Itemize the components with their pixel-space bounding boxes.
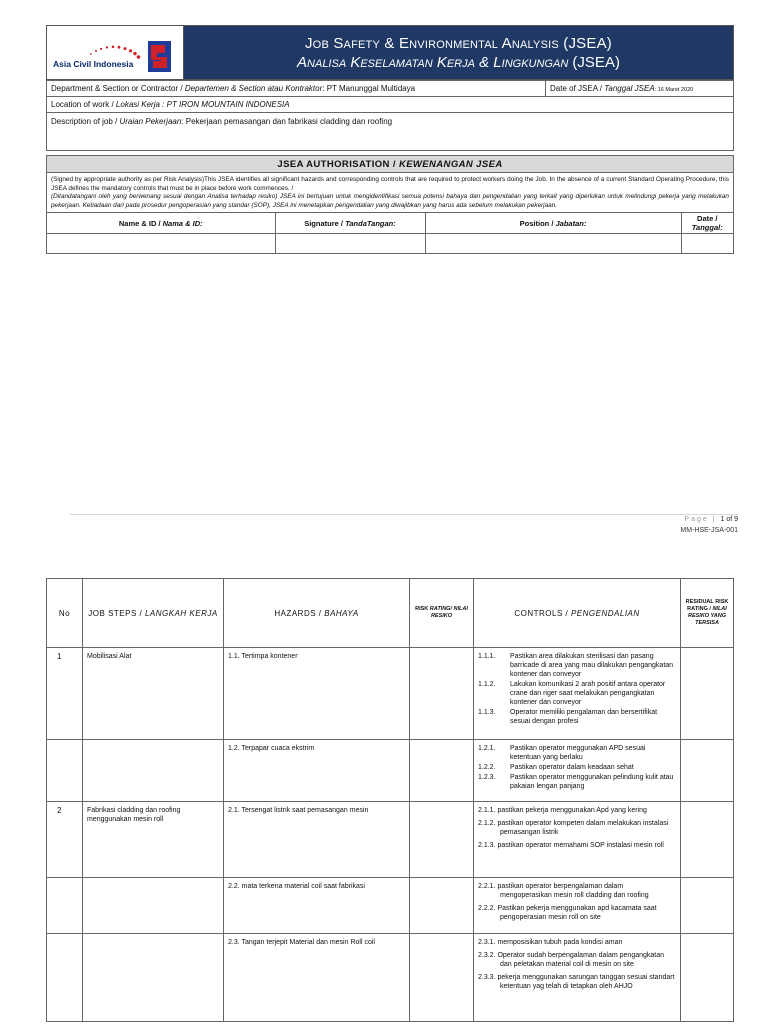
row-hazard: 2.2. mata terkena material coil saat fabrikasi <box>224 878 410 934</box>
row-risk <box>410 740 474 802</box>
col-position: Position / Jabatan: <box>425 213 681 234</box>
row-hazard: 2.1. Tersengat listrik saat pemasangan mesin <box>224 802 410 878</box>
row-controls <box>474 740 681 802</box>
logo-dots-icon <box>77 40 147 60</box>
date-cell: Date of JSEA / Tanggal JSEA: 16 Maret 2020 <box>546 81 734 97</box>
date-input-cell[interactable] <box>681 234 733 253</box>
header-no: No <box>47 579 83 648</box>
control-item: 1.1.2. Lakukan komunikasi 2 arah positif antara operator crane dan riger saat melakukan pengangkatan kontener dan conveyor <box>478 681 666 706</box>
row-residual <box>681 934 734 1022</box>
control-item: 2.2.2. Pastikan pekerja menggunakan apd kacamata saat pengoperasian mesin roll on site <box>478 905 657 921</box>
company-logo <box>47 26 184 79</box>
row-step: Fabrikasi cladding dan roofing menggunakan mesin roll <box>83 802 224 878</box>
control-item: 2.1.3. pastikan operator memahami SOP instalasi mesin roll <box>478 842 664 849</box>
row-risk <box>410 878 474 934</box>
control-item: 1.2.3. Pastikan operator menggunakan pelindung kulit atau pakaian lengan panjang <box>478 774 674 790</box>
col-signature: Signature / TandaTangan: <box>275 213 425 234</box>
row-no: 2 <box>47 802 83 878</box>
row-step <box>83 740 224 802</box>
row-risk <box>410 934 474 1022</box>
authorisation-section <box>46 155 734 254</box>
col-date: Date / Tanggal: <box>681 213 733 234</box>
jsea-page-2 <box>46 578 734 1022</box>
row-no <box>47 740 83 802</box>
logo-mark-icon <box>148 41 171 72</box>
company-name: Asia Civil Indonesia <box>53 59 134 69</box>
table-row <box>47 802 734 878</box>
row-hazard: 2.3. Tangan terjepit Material dan mesin Roll coil <box>224 934 410 1022</box>
document-number: MM-HSE-JSA-001 <box>680 527 738 534</box>
department-cell: Department & Section or Contractor / Departemen & Section atau Kontraktor: PT Manunggal Multidaya <box>47 81 546 97</box>
control-item: 2.3.3. pekerja menggunakan sarungan tanggan sesuai standart ketentuan yag telah di tetapkan oleh AHJO <box>478 974 675 990</box>
title-indonesian: Analisa Keselamatan Kerja & Lingkungan (JSEA) <box>297 53 620 71</box>
row-controls <box>474 802 681 878</box>
job-info-table <box>46 80 734 151</box>
jsea-page-1 <box>46 25 734 254</box>
footer-divider <box>70 514 738 515</box>
title-english: Job Safety & Environmental Analysis (JSEA) <box>304 34 612 52</box>
header-residual-risk: RESIDUAL RISK RATING / NILAI RESIKO YANG TERSISA <box>681 579 734 648</box>
signature-input-cell[interactable] <box>275 234 425 253</box>
row-residual <box>681 878 734 934</box>
control-item: 1.2.2. Pastikan operator dalam keadaan sehat <box>478 764 634 771</box>
name-id-input-cell[interactable] <box>47 234 275 253</box>
table-row <box>47 740 734 802</box>
position-input-cell[interactable] <box>425 234 681 253</box>
row-risk <box>410 802 474 878</box>
row-controls <box>474 648 681 740</box>
row-controls <box>474 934 681 1022</box>
row-residual <box>681 648 734 740</box>
row-residual <box>681 802 734 878</box>
header-hazards: HAZARDS / BAHAYA <box>224 579 410 648</box>
control-item: 2.3.2. Operator sudah berpengalaman dalam pengangkatan dan peletakan material coil di mesin on site <box>478 952 665 968</box>
row-hazard: 1.1. Tertimpa kontener <box>224 648 410 740</box>
location-cell: Location of work / Lokasi Kerja : PT IRON MOUNTAIN INDONESIA <box>47 97 734 113</box>
row-residual <box>681 740 734 802</box>
control-item: 1.1.1. Pastikan area dilakukan sterilisasi dan pasang barricade di area yang mau dilakukan pengangkatan kontener dan conveyor <box>478 653 674 678</box>
table-row <box>47 934 734 1022</box>
row-risk <box>410 648 474 740</box>
job-steps-table <box>46 578 734 1022</box>
table-row <box>47 878 734 934</box>
row-no: 1 <box>47 648 83 740</box>
row-no <box>47 934 83 1022</box>
signature-table <box>47 212 733 253</box>
row-controls <box>474 878 681 934</box>
row-step <box>83 934 224 1022</box>
control-item: 2.3.1. memposisikan tubuh pada kondisi aman <box>478 939 623 946</box>
col-name-id: Name & ID / Nama & ID: <box>47 213 275 234</box>
document-header <box>46 25 734 80</box>
description-cell: Description of job / Uraian Pekerjaan: Pekerjaan pemasangan dan fabrikasi cladding dan roofing <box>47 113 734 151</box>
table-row <box>47 648 734 740</box>
authorisation-heading: JSEA AUTHORISATION / KEWENANGAN JSEA <box>47 156 733 173</box>
document-title <box>184 26 733 79</box>
row-no <box>47 878 83 934</box>
header-risk-rating: RISK RATING/ NILAI RESIKO <box>410 579 474 648</box>
control-item: 1.2.1. Pastikan operator meggunakan APD sesuai ketentuan yang berlaku <box>478 745 646 761</box>
page-number: Page | 1 of 9 <box>684 516 738 523</box>
control-item: 2.2.1. pastikan operator berpengalaman dalam mengoperasikan mesin roll cladding dan roofing <box>478 883 649 899</box>
authorisation-text-id: (Ditandatangani oleh yang berwenang sesuai dengan Analisa terhadap resiko) JSEA ini bertujuan untuk mengidentifikasi semua potensi bahaya dan pengendalian yang terkait yang diperlukan untuk melindungi pekerja yang melakukan pekerjaan. Ketiadaan dari pada prosedur pengoperasian yang standar (SOP), JSEA ini menetapkan pengendalian yang diwajibkan yang harus ada sebelum melakukan pekerjaan. <box>51 193 729 209</box>
control-item: 2.1.2. pastikan operator kompeten dalam melakukan instalasi pemasangan listrik <box>478 820 669 836</box>
control-item: 1.1.3. Operator memiliki pengalaman dan bersertifikat sesuai dengan profesi <box>478 709 658 725</box>
header-controls: CONTROLS / PENGENDALIAN <box>474 579 681 648</box>
row-hazard: 1.2. Terpapar cuaca ekstrim <box>224 740 410 802</box>
authorisation-text-en: (Signed by appropriate authority as per Risk Analysis)This JSEA identifies all significant hazards and corresponding controls that are required to protect workers doing the Job. In the absence of a current Standard Operating Procedure, this JSEA defines the mandatory controls that must be in place before work commences. / <box>51 176 729 192</box>
authorisation-text <box>47 173 733 212</box>
control-item: 2.1.1. pastikan pekerja menggunakan Apd yang kering <box>478 807 647 814</box>
row-step: Mobilisasi Alat <box>83 648 224 740</box>
row-step <box>83 878 224 934</box>
header-job-steps: JOB STEPS / LANGKAH KERJA <box>83 579 224 648</box>
